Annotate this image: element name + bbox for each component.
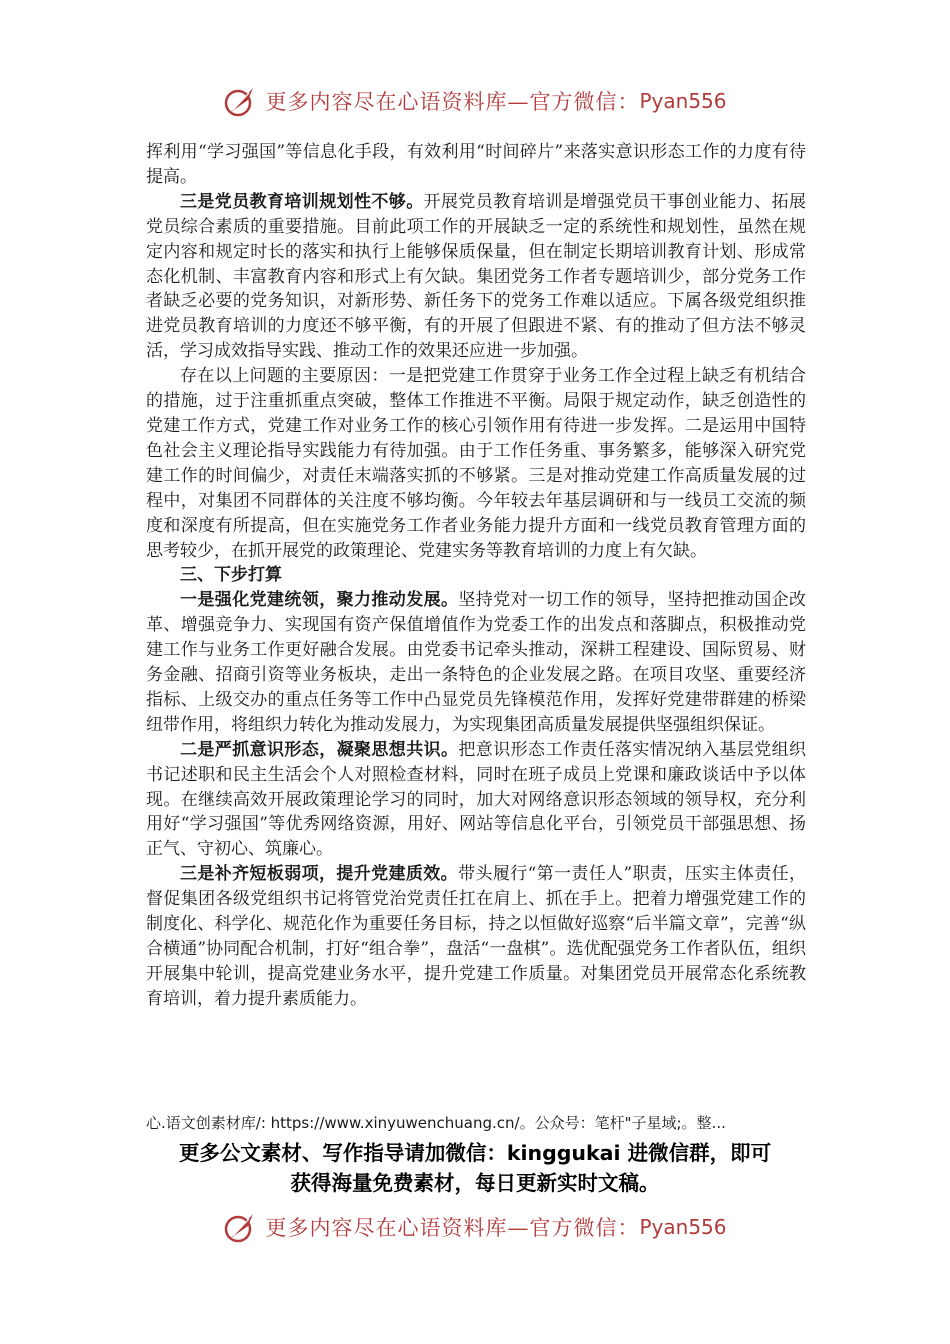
body-text <box>146 140 806 1012</box>
source-line: 心.语文创素材库/: https://www.xinyuwenchuang.cn/。公众号：笔杆"子星域;。整... <box>146 1114 726 1132</box>
paragraph-lead: 三是党员教育培训规划性不够。 <box>180 191 424 212</box>
paragraph-lead: 一是强化党建统领，聚力推动发展。 <box>180 590 459 611</box>
watermark-wechat-id: Pyan556 <box>639 89 727 113</box>
paragraph: 三是补齐短板弱项，提升党建质效。带头履行“第一责任人”职责，压实主体责任，督促集团各级党组织书记将管党治党责任扛在肩上、抓在手上。把着力增强党建工作的制度化、科学化、规范化作为重要任务目标，持之以恒做好巡察“后半篇文章”，完善“纵合横通”协同配合机制，打好“组合拳”，盘活“一盘棋”。选优配强党务工作者队伍，组织开展集中轮训，提高党建业务水平，提升党建工作质量。对集团党员开展常态化系统教育培训，着力提升素质能力。 <box>146 864 807 1009</box>
quill-logo-icon <box>223 1210 257 1244</box>
paragraph: 存在以上问题的主要原因：一是把党建工作贯穿于业务工作全过程上缺乏有机结合的措施，过于注重抓重点突破，整体工作推进不平衡。局限于规定动作，缺乏创造性的党建工作方式，党建工作对业务工作的核心引领作用有待进一步发挥。二是运用中国特色社会主义理论指导实践能力有待加强。由于工作任务重、事务繁多，能够深入研究党建工作的时间偏少，对责任末端落实抓的不够紧。三是对推动党建工作高质量发展的过程中，对集团不同群体的关注度不够均衡。今年较去年基层调研和与一线员工交流的频度和深度有所提高，但在实施党务工作者业务能力提升方面和一线党员教育管理方面的思考较少，在抓开展党的政策理论、党建实务等教育培训的力度上有欠缺。 <box>146 366 806 561</box>
section-heading: 三、下步打算 <box>180 565 282 586</box>
paragraph: 二是严抓意识形态，凝聚思想共识。把意识形态工作责任落实情况纳入基层党组织书记述职和民主生活会个人对照检查材料，同时在班子成员上党课和廉政谈话中予以体现。在继续高效开展政策理论学习的同时，加大对网络意识形态领域的领导权，充分利用好“学习强国”等优秀网络资源，用好、网站等信息化平台，引领党员干部强思想、扬正气、守初心、筑廉心。 <box>146 739 807 860</box>
watermark-text: 更多内容尽在心语资料库—官方微信： <box>265 1216 640 1240</box>
paragraph: 挥利用“学习强国”等信息化手段，有效利用“时间碎片”来落实意识形态工作的力度有待提高。 <box>146 142 806 187</box>
paragraph: 三是党员教育培训规划性不够。开展党员教育培训是增强党员干事创业能力、拓展党员综合素质的重要措施。目前此项工作的开展缺乏一定的系统性和规划性，虽然在规定内容和规定时长的落实和执行上能够保质保量，但在制定长期培训教育计划、形成常态化机制、丰富教育内容和形式上有欠缺。集团党务工作者专题培训少，部分党务工作者缺乏必要的党务知识，对新形势、新任务下的党务工作难以适应。下属各级党组织推进党员教育培训的力度还不够平衡，有的开展了但跟进不紧、有的推动了但方法不够灵活，学习成效指导实践、推动工作的效果还应进一步加强。 <box>146 191 807 362</box>
paragraph-lead: 三是补齐短板弱项，提升党建质效。 <box>180 864 459 885</box>
watermark-wechat-id: Pyan556 <box>639 1215 727 1239</box>
promo-line-2: 获得海量免费素材，每日更新实时文稿。 <box>290 1171 660 1195</box>
watermark-footer <box>0 1210 950 1244</box>
promo-banner <box>140 1138 810 1198</box>
watermark-text: 更多内容尽在心语资料库—官方微信： <box>265 90 640 114</box>
quill-logo-icon <box>223 84 257 118</box>
paragraph: 一是强化党建统领，聚力推动发展。坚持党对一切工作的领导，坚持把推动国企改革、增强竞争力、实现国有资产保值增值作为党委工作的出发点和落脚点，积极推动党建工作与业务工作更好融合发展。由党委书记牵头推动，深耕工程建设、国际贸易、财务金融、招商引资等业务板块，走出一条特色的企业发展之路。在项目攻坚、重要经济指标、上级交办的重点任务等工作中凸显党员先锋模范作用，发挥好党建带群建的桥梁纽带作用，将组织力转化为推动发展力，为实现集团高质量发展提供坚强组织保证。 <box>146 590 807 735</box>
promo-line-1: 更多公文素材、写作指导请加微信：kinggukai 进微信群，即可 <box>178 1141 772 1165</box>
watermark-header <box>0 84 950 118</box>
paragraph-lead: 二是严抓意识形态，凝聚思想共识。 <box>180 739 459 760</box>
